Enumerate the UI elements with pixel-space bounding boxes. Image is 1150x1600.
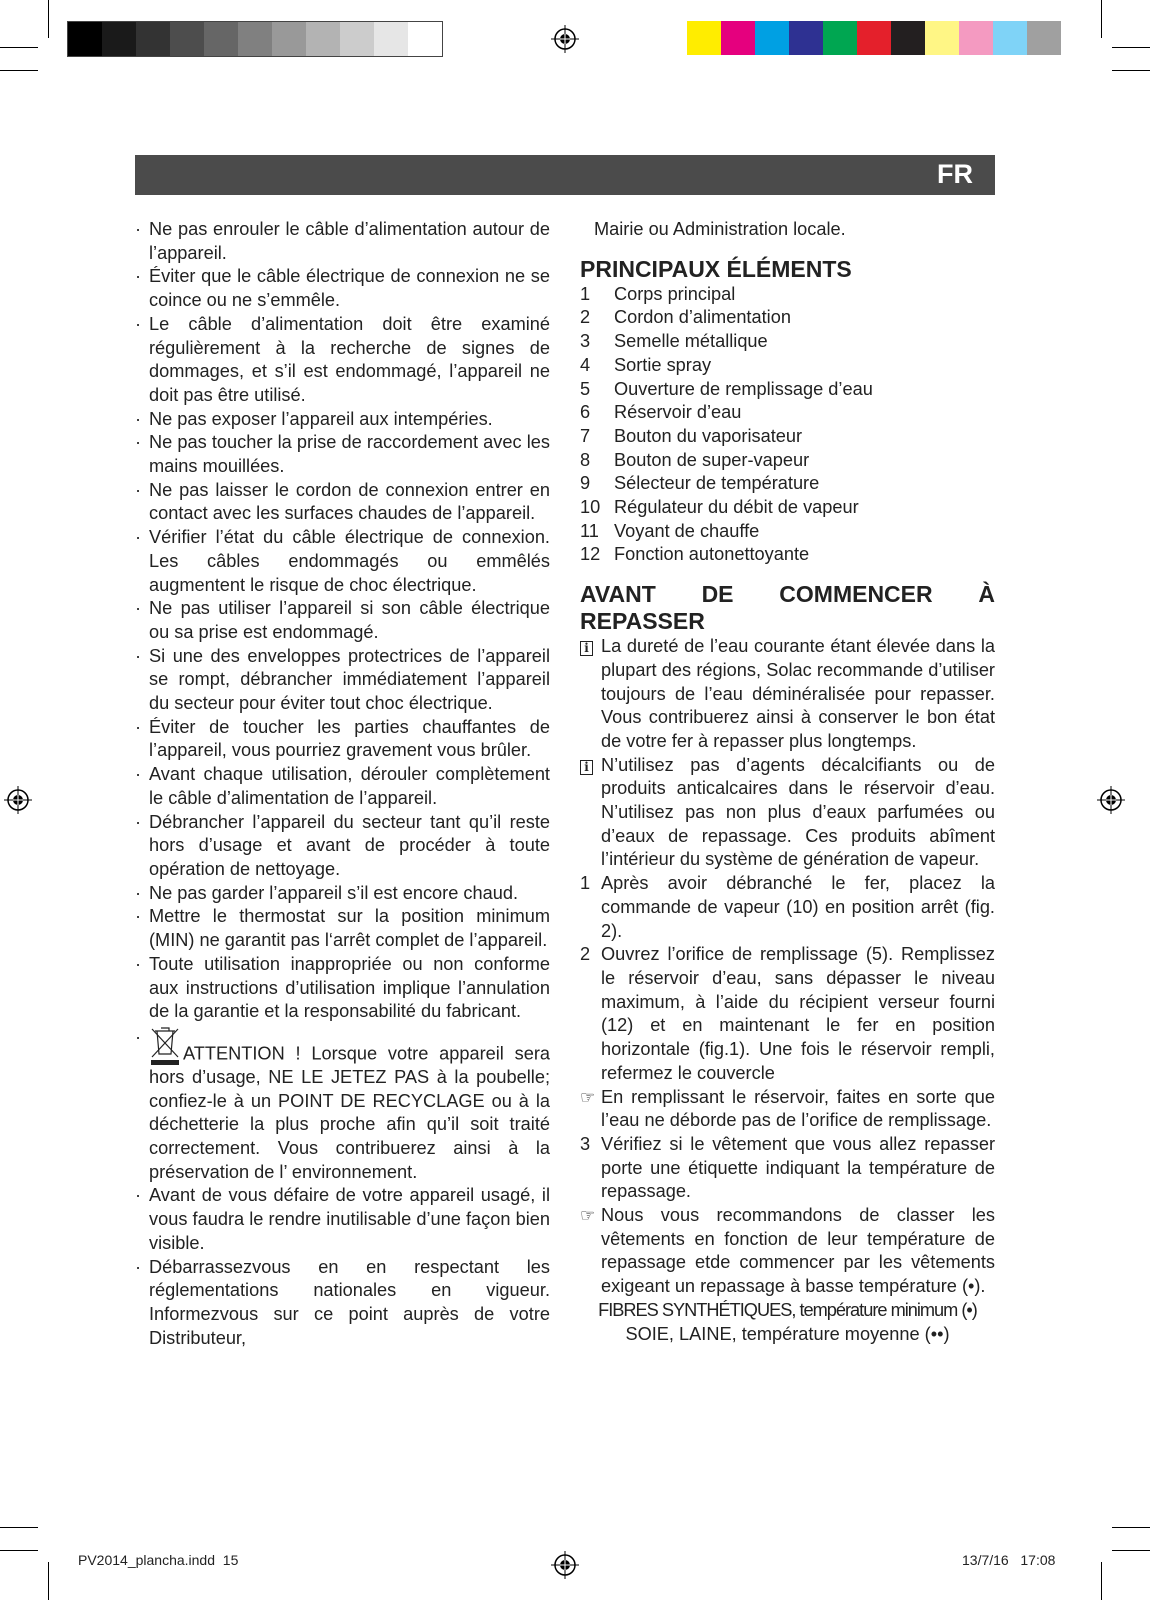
list-item: · Éviter de toucher les parties chauffantes de l’appareil, vous pourriez gravement vous brûler. <box>135 716 550 761</box>
part-item: 1 Corps principal <box>580 283 736 304</box>
language-code: FR <box>937 159 973 189</box>
part-item: 9 Sélecteur de température <box>580 473 820 494</box>
pointing-hand-icon: ☞ <box>580 1206 596 1226</box>
info-icon: i <box>580 641 593 656</box>
color-swatch <box>925 21 959 55</box>
color-swatch <box>102 22 136 56</box>
part-item: 10 Régulateur du débit de vapeur <box>580 497 859 518</box>
list-item: · Débarrassezvous en en respectant les réglementations nationales en vigueur. Informezvous sur ce point auprès de votre Distributeur, <box>135 1256 550 1348</box>
footer-time: 17:08 <box>1020 1552 1056 1568</box>
crop-mark <box>1112 1527 1150 1528</box>
color-swatch <box>306 22 340 56</box>
color-swatch <box>204 22 238 56</box>
list-item: · Ne pas exposer l’appareil aux intempéries. <box>135 408 493 429</box>
right-column <box>580 218 995 1346</box>
step-item: 2 Ouvrez l’orifice de remplissage (5). Remplissez le réservoir d’eau, sans dépasser le niveau maximum, à l’aide du récipient verseur fourni (12) et en maintenant le fer en position horizontale (fig.1). Une fois le réservoir rempli, refermez le couvercle <box>580 944 995 1083</box>
list-item: · Ne pas toucher la prise de raccordement avec les mains mouillées. <box>135 432 550 477</box>
list-item: · Mettre le thermostat sur la position minimum (MIN) ne garantit pas l‘arrêt complet de l’appareil. <box>135 906 550 951</box>
crop-mark <box>48 1562 49 1600</box>
crop-mark <box>0 47 38 48</box>
color-swatch <box>272 22 306 56</box>
crop-mark <box>1101 0 1102 38</box>
list-item: · Avant de vous défaire de votre appareil usagé, il vous faudra le rendre inutilisable d’une façon bien visible. <box>135 1185 550 1253</box>
part-item: 7 Bouton du vaporisateur <box>580 425 803 446</box>
list-item: · Toute utilisation inappropriée ou non conforme aux instructions d’utilisation implique l’annulation de la garantie et la responsabilité du fabricant. <box>135 953 550 1022</box>
list-item: · Ne pas enrouler le câble d’alimentation autour de l’appareil. <box>135 219 550 263</box>
step-item: 3 Vérifiez si le vêtement que vous allez repasser porte une étiquette indiquant la température de repassage. <box>580 1133 995 1202</box>
before-ironing-heading: AVANT DE COMMENCER À REPASSER <box>580 581 995 635</box>
part-item: 2 Cordon d’alimentation <box>580 307 791 328</box>
list-item: · Éviter que le câble électrique de connexion ne se coince ou ne s’emmêle. <box>135 266 550 311</box>
footer-date: 13/7/16 <box>962 1552 1009 1568</box>
info-note: i La dureté de l’eau courante étant élevée dans la plupart des régions, Solac recommande d’utiliser toujours de l’eau déminéralisée pour repasser. Vous contribuerez ainsi à conserver le bon état de votre fer à repasser plus longtemps. <box>580 635 995 754</box>
color-swatch <box>721 21 755 55</box>
color-swatch <box>687 21 721 55</box>
step-item: 1 Après avoir débranché le fer, placez la commande de vapeur (10) en position arrêt (fig. 2). <box>580 873 995 941</box>
footer-page-number: 15 <box>222 1552 239 1568</box>
color-swatch <box>959 21 993 55</box>
color-swatch <box>755 21 789 55</box>
color-swatch <box>857 21 891 55</box>
color-swatch <box>170 22 204 56</box>
registration-mark-icon <box>1097 786 1125 814</box>
list-item: · Débrancher l’appareil du secteur tant qu’il reste hors d’usage et avant de procéder à toute opération de nettoyage. <box>135 811 550 879</box>
color-swatch <box>340 22 374 56</box>
list-item: · Ne pas garder l’appareil s’il est encore chaud. <box>135 882 519 903</box>
registration-mark-icon <box>551 25 579 53</box>
list-item: · Si une des enveloppes protectrices de l’appareil se rompt, débrancher immédiatement l’appareil du secteur pour éviter tout choc électrique. <box>135 645 550 714</box>
part-item: 3 Semelle métallique <box>580 331 768 352</box>
part-item: 6 Réservoir d’eau <box>580 402 742 423</box>
continuation-text: Mairie ou Administration locale. <box>594 219 846 239</box>
crop-mark <box>0 1550 38 1551</box>
color-swatch <box>823 21 857 55</box>
crop-mark <box>1112 1550 1150 1551</box>
gray-color-bar <box>67 21 443 57</box>
registration-mark-icon <box>4 786 32 814</box>
fabric-silk-line: SOIE, LAINE, température moyenne (••) <box>625 1323 950 1344</box>
footer-file-name: PV2014_plancha.indd <box>78 1552 216 1568</box>
parts-heading: PRINCIPAUX ÉLÉMENTS <box>580 255 852 282</box>
process-color-bar <box>687 21 1061 55</box>
crop-mark <box>0 1527 38 1528</box>
color-swatch <box>1027 21 1061 55</box>
safety-list <box>135 218 550 1024</box>
part-item: 4 Sortie spray <box>580 354 712 375</box>
list-item: · Ne pas laisser le cordon de connexion entrer en contact avec les surfaces chaudes de l’appareil. <box>135 479 550 524</box>
crop-mark <box>1101 1562 1102 1600</box>
list-item: · Avant chaque utilisation, dérouler complètement le câble d’alimentation de l’appareil. <box>135 764 550 808</box>
info-note: i N’utilisez pas d’agents décalcifiants ou de produits anticalcaires dans le réservoir d’eau. N’utilisez pas non plus d’eaux parfumées ou d’eaux de repassage. Ces produits abîment l’intérieur du système de génération de vapeur. <box>580 754 995 873</box>
color-swatch <box>789 21 823 55</box>
left-column <box>135 218 550 1350</box>
color-swatch <box>136 22 170 56</box>
crossed-bin-icon <box>149 1026 181 1066</box>
list-item: · Ne pas utiliser l’appareil si son câble électrique ou sa prise est endommagé. <box>135 598 550 642</box>
crop-mark <box>0 70 38 71</box>
part-item: 5 Ouverture de remplissage d’eau <box>580 378 873 399</box>
tip-note: ☞ Nous vous recommandons de classer les vêtements en fonction de leur température de repassage etde commencer par les vêtements exigeant un repassage à basse température (•). <box>580 1205 995 1297</box>
disposal-list <box>135 1184 550 1350</box>
footer-file-info <box>78 1552 238 1568</box>
part-item: 12 Fonction autonettoyante <box>580 544 810 565</box>
color-swatch <box>408 22 442 56</box>
color-swatch <box>891 21 925 55</box>
crop-mark <box>1112 47 1150 48</box>
registration-mark-icon <box>551 1551 579 1579</box>
color-swatch <box>68 22 102 56</box>
parts-list <box>580 283 995 567</box>
section-header-bar <box>135 155 995 195</box>
color-swatch <box>238 22 272 56</box>
crop-mark <box>1112 70 1150 71</box>
fabric-synthetic-line: FIBRES SYNTHÉTIQUES, température minimum (•) <box>598 1299 977 1320</box>
color-swatch <box>993 21 1027 55</box>
part-item: 8 Bouton de super-vapeur <box>580 449 810 470</box>
footer-timestamp <box>962 1552 1055 1568</box>
list-item: · Vérifier l’état du câble électrique de connexion. Les câbles endommagés ou emmêlés augmentent le risque de choc électrique. <box>135 527 550 595</box>
pointing-hand-icon: ☞ <box>580 1087 596 1107</box>
recycling-warning: · ATTENTION ! Lorsque votre appareil sera hors d’usage, NE LE JETEZ PAS à la poubelle; confiez-le à un POINT DE RECYCLAGE ou à la déchetterie la plus proche afin qu’il soit traité correctement. Vous contribuerez ainsi à la préservation de l’ environnement. <box>135 1026 550 1182</box>
crop-mark <box>48 0 49 38</box>
tip-note: ☞ En remplissant le réservoir, faites en sorte que l’eau ne déborde pas de l’orifice de remplissage. <box>580 1086 995 1131</box>
color-swatch <box>374 22 408 56</box>
list-item: · Le câble d’alimentation doit être examiné régulièrement à la recherche de signes de dommages, et s’il est endommagé, l’appareil ne doit pas être utilisé. <box>135 313 550 405</box>
info-icon: i <box>580 760 593 775</box>
part-item: 11 Voyant de chauffe <box>580 520 760 541</box>
